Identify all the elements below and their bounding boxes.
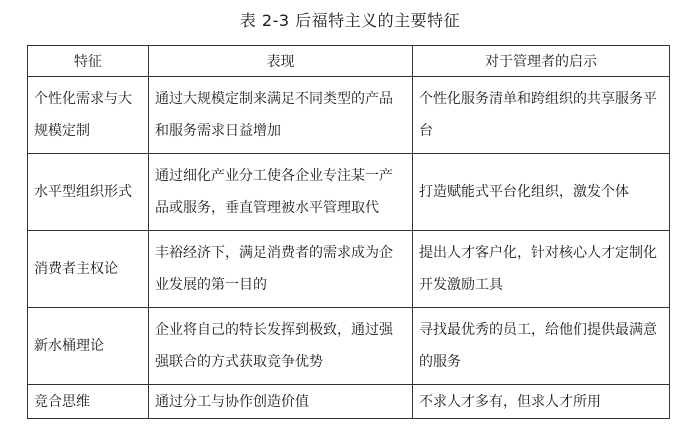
- cell-implication: 寻找最优秀的员工，给他们提供最满意的服务: [413, 308, 670, 385]
- cell-implication: 个性化服务清单和跨组织的共享服务平台: [413, 77, 670, 154]
- cell-feature: 新水桶理论: [28, 308, 149, 385]
- cell-feature: 个性化需求与大规模定制: [28, 77, 149, 154]
- table-row: [28, 385, 670, 419]
- cell-manifestation: 通过细化产业分工使各企业专注某一产品或服务，垂直管理被水平管理取代: [149, 154, 413, 231]
- cell-manifestation: 企业将自己的特长发挥到极致，通过强强联合的方式获取竞争优势: [149, 308, 413, 385]
- cell-implication: 打造赋能式平台化组织，激发个体: [413, 154, 670, 231]
- characteristics-table: [27, 45, 670, 419]
- table-caption: 表 2-3 后福特主义的主要特征: [239, 11, 461, 30]
- cell-manifestation: 通过分工与协作创造价值: [149, 385, 413, 419]
- cell-manifestation: 通过大规模定制来满足不同类型的产品和服务需求日益增加: [149, 77, 413, 154]
- cell-manifestation: 丰裕经济下，满足消费者的需求成为企业发展的第一目的: [149, 231, 413, 308]
- cell-implication: 不求人才多有，但求人才所用: [413, 385, 670, 419]
- table-row: [28, 154, 670, 231]
- cell-feature: 竞合思维: [28, 385, 149, 419]
- cell-feature: 消费者主权论: [28, 231, 149, 308]
- header-feature: 特征: [28, 46, 149, 77]
- table-row: [28, 308, 670, 385]
- table-header-row: [28, 46, 670, 77]
- table-row: [28, 231, 670, 308]
- header-manifestation: 表现: [149, 46, 413, 77]
- cell-feature: 水平型组织形式: [28, 154, 149, 231]
- table-row: [28, 77, 670, 154]
- header-implication: 对于管理者的启示: [413, 46, 670, 77]
- cell-implication: 提出人才客户化，针对核心人才定制化开发激励工具: [413, 231, 670, 308]
